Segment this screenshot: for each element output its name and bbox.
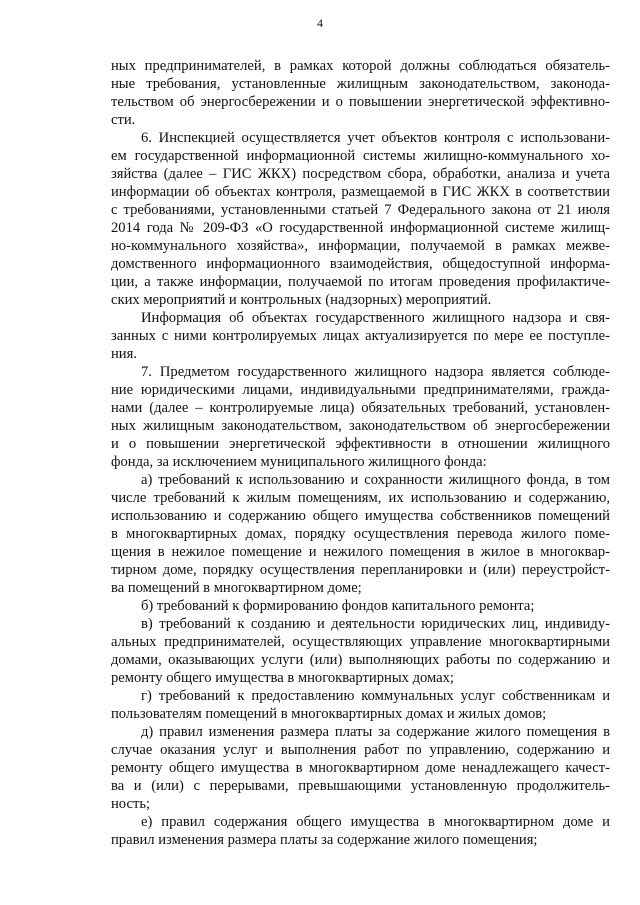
- text-line: щения в нежилое помещение и нежилого помещения в жилое в многоквар-: [111, 544, 610, 560]
- text-line: в) требований к созданию и деятельности юридических лиц, индивиду-: [141, 616, 610, 632]
- text-line: ние юридическими лицами, индивидуальными предпринимателями, гражда-: [111, 382, 610, 398]
- text-line: в многоквартирных домах, порядку осуществления перевода жилого поме-: [111, 526, 610, 542]
- text-line: использованию и содержанию общего имущества собственников помещений: [111, 508, 610, 524]
- text-line: правил изменения размера платы за содержание жилого помещения;: [111, 832, 538, 848]
- paragraph-p8: [111, 723, 610, 813]
- paragraph-p0: [111, 57, 610, 129]
- text-line: фонда, за исключением муниципального жилищного фонда:: [111, 454, 487, 470]
- text-line: а) требований к использованию и сохранности жилищного фонда, в том: [141, 472, 610, 488]
- text-line: зяйства (далее – ГИС ЖКХ) посредством сбора, обработки, анализа и учета: [111, 166, 610, 182]
- text-line: числе требований к жилым помещениям, их использованию и содержанию,: [111, 490, 610, 506]
- text-line: с требованиями, установленными статьей 7 Федерального закона от 21 июля: [111, 202, 610, 218]
- text-line: 2014 года № 209-ФЗ «О государственной информационной системе жилищ-: [111, 220, 610, 236]
- text-line: домственного информационного взаимодействия, общедоступной информа-: [111, 256, 610, 272]
- text-line: ные требования, установленные жилищным законодательством, законода-: [111, 76, 610, 92]
- text-line: б) требований к формированию фондов капитального ремонта;: [141, 598, 535, 614]
- text-line: ва и (или) с перерывами, превышающими установленную продолжитель-: [111, 778, 610, 794]
- text-line: и о повышении энергетической эффективности в отношении жилищного: [111, 436, 610, 452]
- text-line: тирном доме, порядку осуществления перепланировки и (или) переустройст-: [111, 562, 610, 578]
- text-line: ских мероприятий и контрольных (надзорных) мероприятий.: [111, 292, 492, 308]
- text-line: тельством об энергосбережении и о повышении энергетической эффективно-: [111, 94, 610, 110]
- text-line: домами, оказывающих услуги (или) выполняющих работы по содержанию и: [111, 652, 610, 668]
- paragraph-p7: [111, 687, 610, 723]
- paragraph-p6: [111, 615, 610, 687]
- text-line: но-коммунального хозяйства», информации, получаемой в рамках межве-: [111, 238, 610, 254]
- text-line: случае оказания услуг и выполнения работ по управлению, содержанию и: [111, 742, 610, 758]
- text-line: ремонту общего имущества в многоквартирных домах;: [111, 670, 454, 686]
- page-number: 4: [317, 16, 323, 30]
- text-line: г) требований к предоставлению коммунальных услуг собственникам и: [141, 688, 610, 704]
- text-line: ремонту общего имущества в многоквартирном доме ненадлежащего качест-: [111, 760, 610, 776]
- paragraph-p9: [111, 813, 610, 849]
- paragraph-p3: [111, 363, 610, 471]
- text-line: Информация об объектах государственного жилищного надзора и свя-: [141, 310, 610, 326]
- text-line: альных предпринимателей, осуществляющих управление многоквартирными: [111, 634, 610, 650]
- text-line: ва помещений в многоквартирном доме;: [111, 580, 362, 596]
- paragraph-p1: [111, 129, 610, 309]
- text-line: информации об объектах контроля, размещаемой в ГИС ЖКХ в соответствии: [111, 184, 610, 200]
- text-line: занных с ними контролируемых лицах актуализируется по мере ее поступле-: [111, 328, 610, 344]
- text-line: нами (далее – контролируемые лица) обязательных требований, установлен-: [111, 400, 610, 416]
- document-body: [111, 57, 610, 849]
- text-line: 7. Предметом государственного жилищного надзора является соблюде-: [141, 364, 610, 380]
- text-line: д) правил изменения размера платы за содержание жилого помещения в: [141, 724, 610, 740]
- paragraph-p2: [111, 309, 610, 363]
- paragraph-p5: [111, 597, 610, 615]
- text-line: ных предпринимателей, в рамках которой должны соблюдаться обязатель-: [111, 58, 610, 74]
- text-line: сти.: [111, 112, 136, 128]
- paragraph-p4: [111, 471, 610, 597]
- text-line: ции, а также информации, получаемой по итогам проведения профилактиче-: [111, 274, 610, 290]
- text-line: ных жилищным законодательством, законодательством об энергосбережении: [111, 418, 610, 434]
- text-line: е) правил содержания общего имущества в многоквартирном доме и: [141, 814, 610, 830]
- text-line: 6. Инспекцией осуществляется учет объектов контроля с использовани-: [141, 130, 610, 146]
- text-line: ния.: [111, 346, 137, 362]
- text-line: пользователям помещений в многоквартирных домах и жилых домов;: [111, 706, 547, 722]
- text-line: ность;: [111, 796, 151, 812]
- text-line: ем государственной информационной системы жилищно-коммунального хо-: [111, 148, 610, 164]
